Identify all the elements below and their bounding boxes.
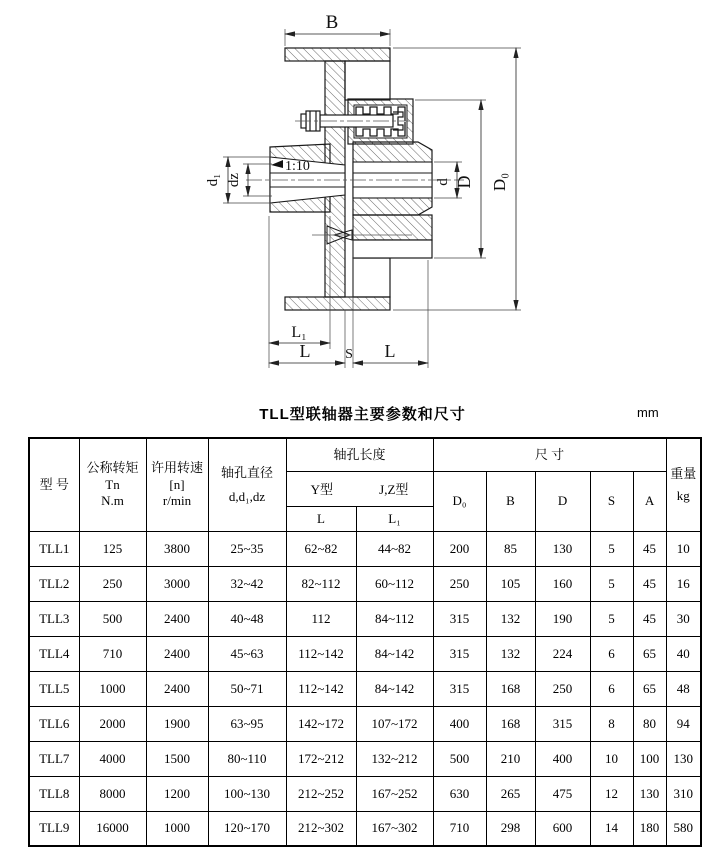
cell: 6 — [590, 636, 633, 671]
cell: 44~82 — [356, 531, 433, 566]
cell: 45 — [633, 531, 666, 566]
cell: 1000 — [146, 811, 208, 846]
parameter-table — [28, 437, 702, 847]
cell: TLL3 — [29, 601, 79, 636]
label-L1: L₁ — [291, 324, 307, 341]
cell: 212~252 — [286, 776, 356, 811]
cell: 132 — [486, 601, 535, 636]
cell: TLL1 — [29, 531, 79, 566]
cell: 60~112 — [356, 566, 433, 601]
coupling-section-drawing — [0, 0, 725, 398]
right-flange-step — [353, 215, 432, 240]
cell: 82~112 — [286, 566, 356, 601]
cell: TLL7 — [29, 741, 79, 776]
cell: 84~142 — [356, 636, 433, 671]
cell: 1000 — [79, 671, 146, 706]
cell: 250 — [79, 566, 146, 601]
cell: 142~172 — [286, 706, 356, 741]
table-row — [29, 531, 701, 566]
cell: 5 — [590, 601, 633, 636]
table-row — [29, 811, 701, 846]
table-row — [29, 601, 701, 636]
cell: 315 — [433, 671, 486, 706]
cell: 130 — [633, 776, 666, 811]
cell: 8000 — [79, 776, 146, 811]
cell: 107~172 — [356, 706, 433, 741]
cell: 160 — [535, 566, 590, 601]
cell: 130 — [535, 531, 590, 566]
cell: 3000 — [146, 566, 208, 601]
label-d1: d₁ — [205, 173, 221, 187]
cell: 2000 — [79, 706, 146, 741]
table-row — [29, 566, 701, 601]
cell: 40 — [666, 636, 701, 671]
cell: 85 — [486, 531, 535, 566]
cell: 80 — [633, 706, 666, 741]
cell: 500 — [433, 741, 486, 776]
header-speed: 许用转速 [n] r/min — [146, 438, 208, 531]
header-type-jz: J,Z型 — [379, 482, 409, 497]
cell: 310 — [666, 776, 701, 811]
table-title: TLL型联轴器主要参数和尺寸 — [259, 406, 466, 423]
cell: 45 — [633, 566, 666, 601]
cell: 315 — [433, 636, 486, 671]
cell: 12 — [590, 776, 633, 811]
cell: 84~142 — [356, 671, 433, 706]
right-lower-blocks — [353, 240, 432, 258]
cell: 10 — [590, 741, 633, 776]
cell: 2400 — [146, 601, 208, 636]
cell: 65 — [633, 636, 666, 671]
cell: 475 — [535, 776, 590, 811]
cell: TLL5 — [29, 671, 79, 706]
unit-label: mm — [637, 405, 659, 420]
cell: 130 — [666, 741, 701, 776]
header-L: L — [286, 506, 356, 531]
header-torque: 公称转矩 Tn N.m — [79, 438, 146, 531]
label-d: d — [435, 178, 451, 186]
cell: 1200 — [146, 776, 208, 811]
header-A: A — [633, 471, 666, 531]
cell: 25~35 — [208, 531, 286, 566]
cell: 6 — [590, 671, 633, 706]
cell: 94 — [666, 706, 701, 741]
table-row — [29, 706, 701, 741]
header-S: S — [590, 471, 633, 531]
cell: 200 — [433, 531, 486, 566]
header-B: B — [486, 471, 535, 531]
header-bore-length: 轴孔长度 — [286, 438, 433, 471]
cell: TLL9 — [29, 811, 79, 846]
cell: 30 — [666, 601, 701, 636]
cell: 62~82 — [286, 531, 356, 566]
brake-wheel-rim-bottom — [285, 297, 390, 310]
cell: TLL8 — [29, 776, 79, 811]
table-row — [29, 741, 701, 776]
cell: 80~110 — [208, 741, 286, 776]
cell: 120~170 — [208, 811, 286, 846]
cell: 105 — [486, 566, 535, 601]
cell: 172~212 — [286, 741, 356, 776]
cell: 190 — [535, 601, 590, 636]
table-row — [29, 636, 701, 671]
label-D0: D₀ — [490, 172, 509, 192]
cell: 315 — [535, 706, 590, 741]
label-L-left: L — [299, 341, 311, 361]
cell: 14 — [590, 811, 633, 846]
cell: 65 — [633, 671, 666, 706]
cell: 45 — [633, 601, 666, 636]
cell: 500 — [79, 601, 146, 636]
cell: 180 — [633, 811, 666, 846]
cell: 250 — [433, 566, 486, 601]
cell: 16 — [666, 566, 701, 601]
cell: 84~112 — [356, 601, 433, 636]
cell: 580 — [666, 811, 701, 846]
table-row — [29, 671, 701, 706]
cell: 265 — [486, 776, 535, 811]
cell: 132~212 — [356, 741, 433, 776]
cell: 112~142 — [286, 636, 356, 671]
cell: 40~48 — [208, 601, 286, 636]
cell: 167~302 — [356, 811, 433, 846]
cell: 2400 — [146, 636, 208, 671]
cell: 168 — [486, 671, 535, 706]
label-taper: 1:10 — [285, 159, 310, 174]
cell: 32~42 — [208, 566, 286, 601]
brake-wheel-rim-top — [285, 48, 390, 61]
cell: 63~95 — [208, 706, 286, 741]
cell: 45~63 — [208, 636, 286, 671]
cell: 630 — [433, 776, 486, 811]
cell: 8 — [590, 706, 633, 741]
label-S: S — [345, 347, 353, 362]
label-D: D — [454, 175, 474, 189]
cell: 1500 — [146, 741, 208, 776]
cell: 10 — [666, 531, 701, 566]
header-L1: L₁ — [356, 506, 433, 531]
cell: 224 — [535, 636, 590, 671]
header-D: D — [535, 471, 590, 531]
cell: 48 — [666, 671, 701, 706]
cell: 710 — [433, 811, 486, 846]
cell: 132 — [486, 636, 535, 671]
header-dimensions: 尺 寸 — [433, 438, 666, 471]
header-bore-diameter: 轴孔直径 d,d₁,dz — [208, 438, 286, 531]
header-bore-types — [286, 471, 433, 506]
cell: 112~142 — [286, 671, 356, 706]
cell: 125 — [79, 531, 146, 566]
cell: TLL4 — [29, 636, 79, 671]
cell: 400 — [433, 706, 486, 741]
cell: 710 — [79, 636, 146, 671]
cell: 250 — [535, 671, 590, 706]
cell: 50~71 — [208, 671, 286, 706]
cell: 298 — [486, 811, 535, 846]
label-L-right: L — [384, 341, 396, 361]
cell: 600 — [535, 811, 590, 846]
cell: TLL6 — [29, 706, 79, 741]
cell: 167~252 — [356, 776, 433, 811]
cell: 210 — [486, 741, 535, 776]
table-row — [29, 776, 701, 811]
cell: 1900 — [146, 706, 208, 741]
cell: 112 — [286, 601, 356, 636]
cell: 212~302 — [286, 811, 356, 846]
label-B: B — [325, 12, 339, 33]
cell: 5 — [590, 566, 633, 601]
label-dz: dz — [226, 172, 242, 188]
cell: 16000 — [79, 811, 146, 846]
cell: 3800 — [146, 531, 208, 566]
cell: 5 — [590, 531, 633, 566]
header-weight: 重量 kg — [666, 438, 701, 531]
cell: 100~130 — [208, 776, 286, 811]
cell: 100 — [633, 741, 666, 776]
cell: 4000 — [79, 741, 146, 776]
cell: 400 — [535, 741, 590, 776]
cell: 315 — [433, 601, 486, 636]
cell: TLL2 — [29, 566, 79, 601]
cell: 2400 — [146, 671, 208, 706]
header-model: 型 号 — [29, 438, 79, 531]
cell: 168 — [486, 706, 535, 741]
header-D0: D₀ — [433, 471, 486, 531]
header-type-y: Y型 — [310, 482, 333, 497]
